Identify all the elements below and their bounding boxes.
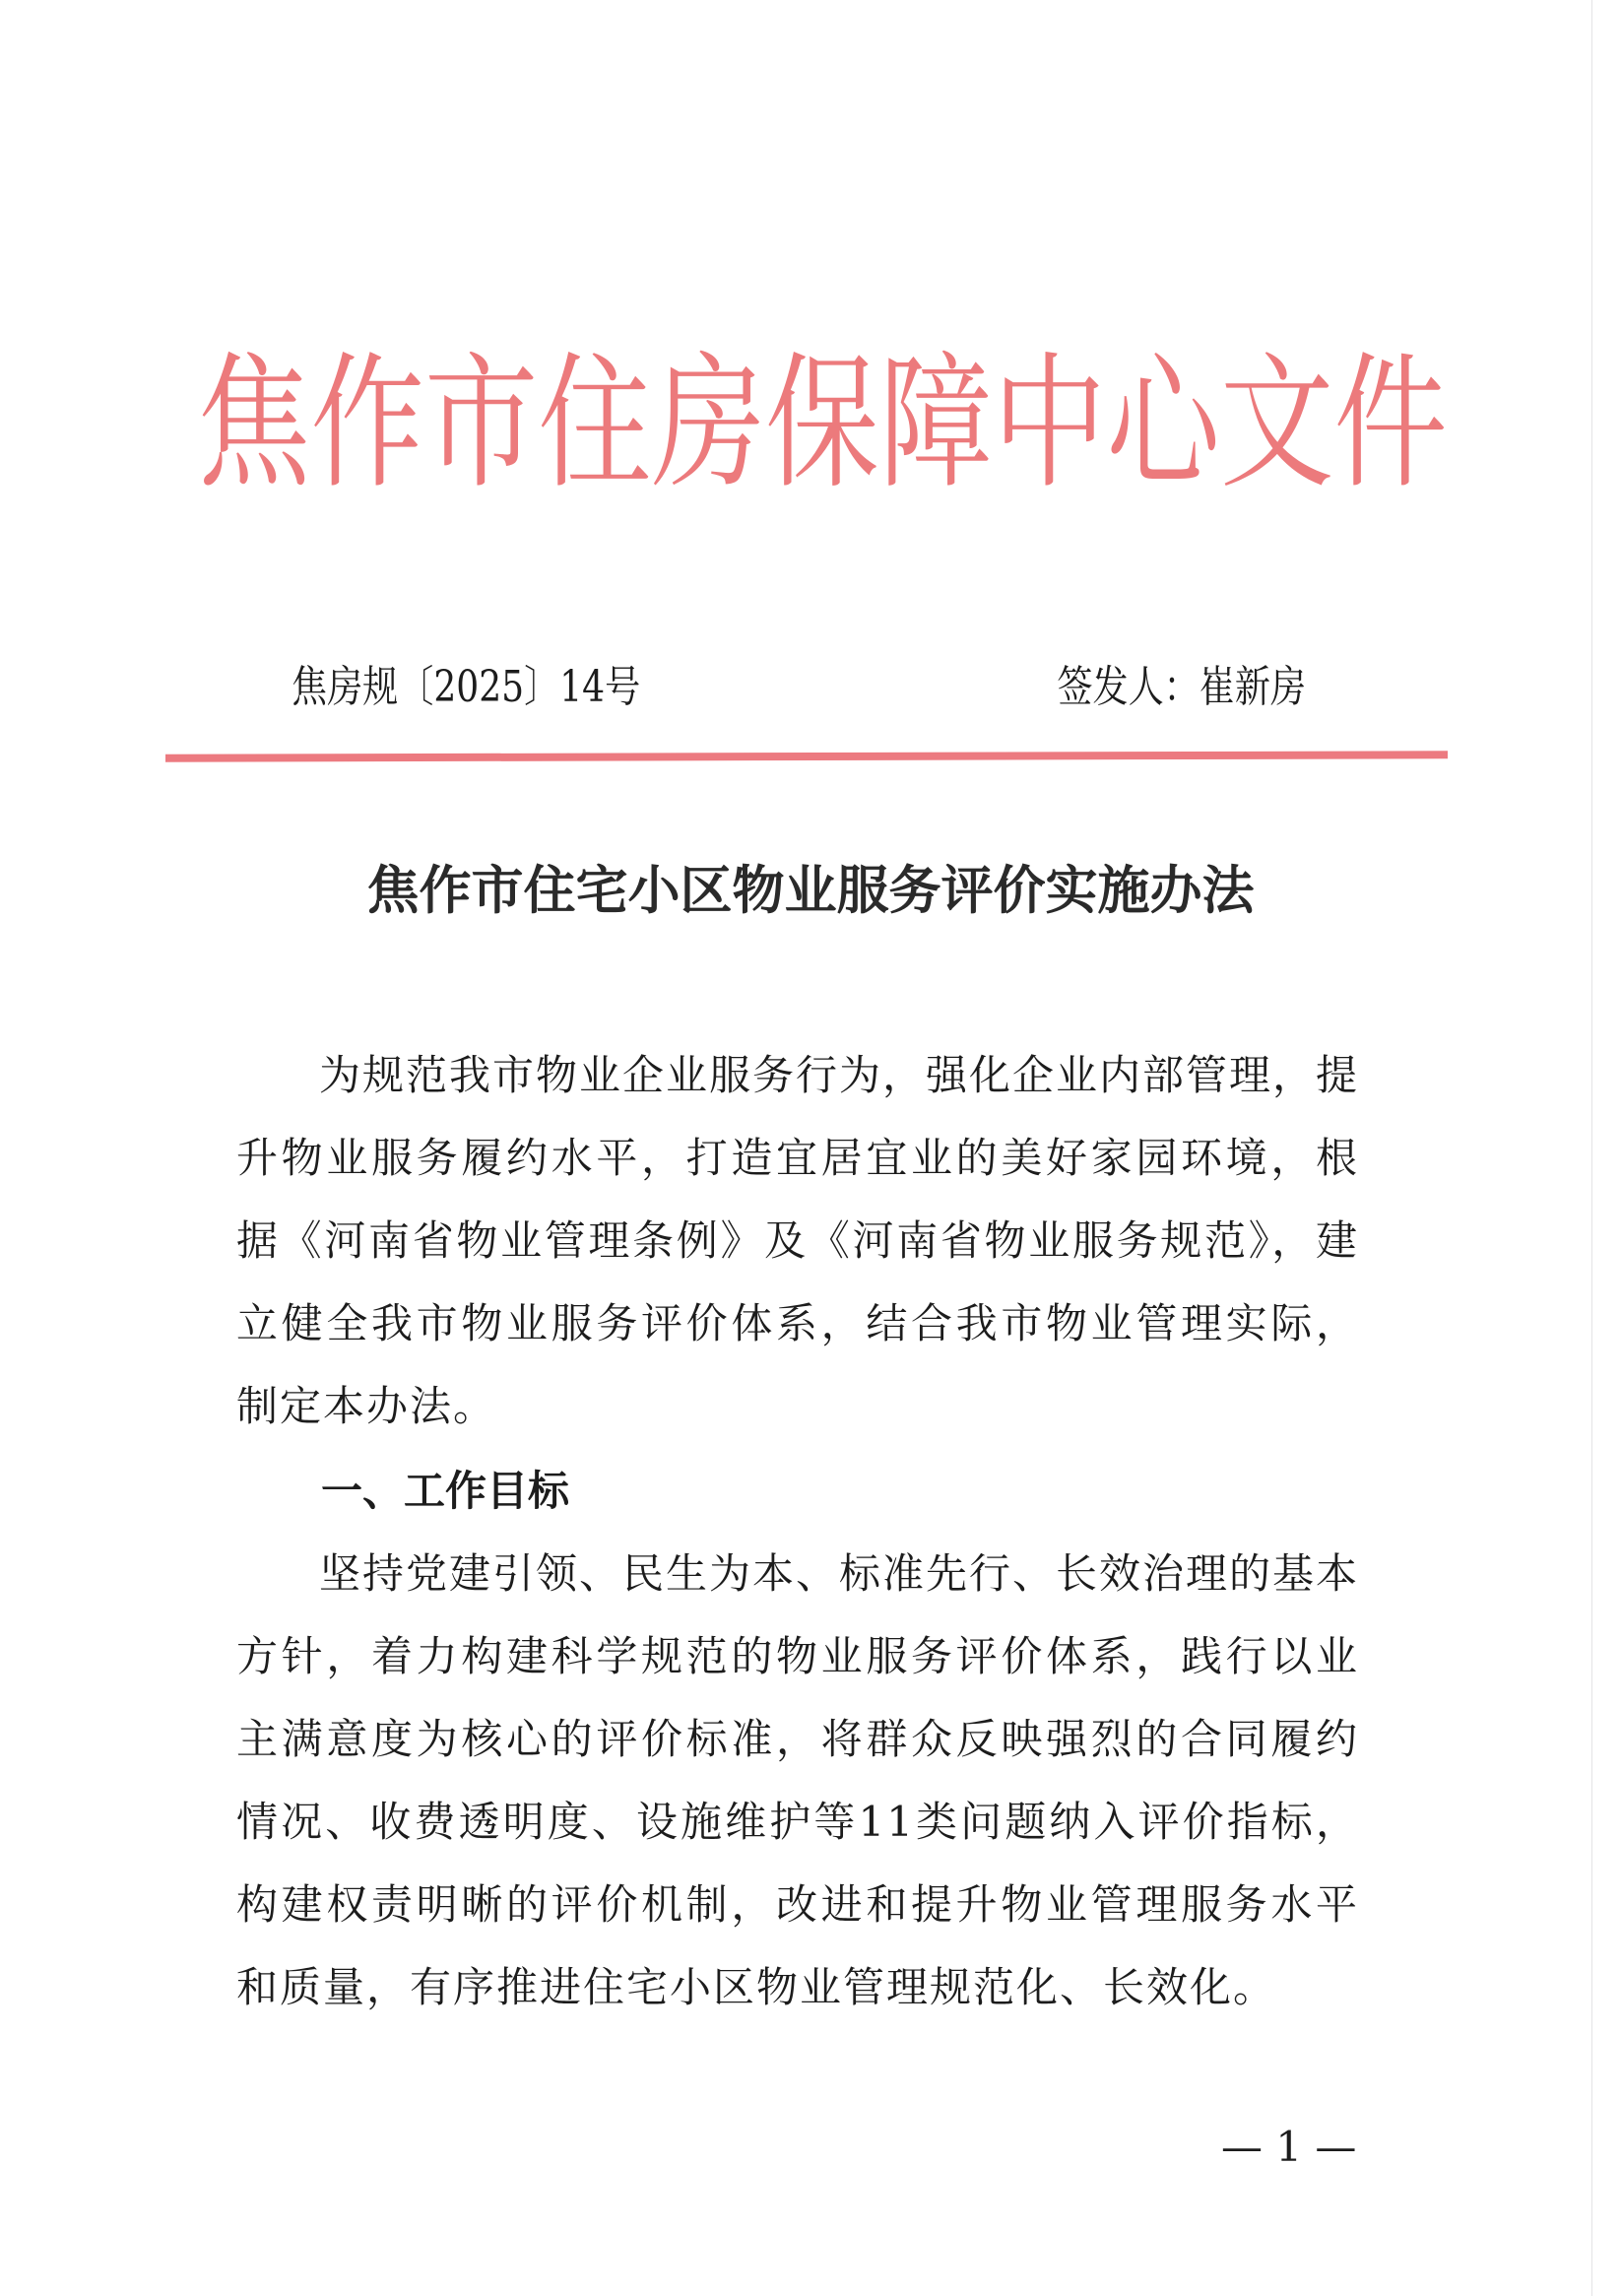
page-edge-line [1591, 0, 1592, 2296]
masthead-char: 市 [423, 339, 539, 508]
masthead-char: 障 [878, 339, 994, 508]
masthead-char: 作 [310, 339, 424, 508]
masthead-char: 文 [1219, 339, 1334, 508]
document-title: 焦作市住宅小区物业服务评价实施办法 [366, 861, 1255, 921]
masthead-char: 件 [1333, 339, 1448, 508]
document-number: 焦房规〔2025〕14号 [292, 662, 641, 712]
section-paragraph-work-goals: 坚持党建引领、民生为本、标准先行、长效治理的基本方针，着力构建科学规范的物业服务评价体系，践行以业主满意度为核心的评价标准，将群众反映强烈的合同履约情况、收费透明度、设施维护等11类问题纳入评价指标，构建权责明晰的评价机制，改进和提升物业管理服务水平和质量，有序推进住宅小区物业管理规范化、长效化。 [236, 1549, 1360, 2011]
masthead-char: 保 [765, 339, 879, 508]
red-divider-rule [165, 751, 1448, 761]
masthead-char: 焦 [197, 339, 311, 508]
intro-paragraph: 为规范我市物业企业服务行为，强化企业内部管理，提升物业服务履约水平，打造宜居宜业的美好家园环境，根据《河南省物业管理条例》及《河南省物业服务规范》，建立健全我市物业服务评价体系，结合我市物业管理实际，制定本办法。 [236, 1051, 1360, 1430]
page-number: — 1 — [1221, 2123, 1357, 2171]
masthead-char: 心 [1106, 339, 1220, 508]
masthead-char: 中 [993, 339, 1107, 508]
masthead-char: 住 [538, 339, 652, 508]
signer: 签发人：崔新房 [1057, 662, 1306, 712]
masthead-char: 房 [651, 339, 766, 508]
document-meta-row [292, 658, 1306, 717]
masthead-title [197, 325, 1448, 522]
section-heading-work-goals: 一、工作目标 [321, 1467, 570, 1515]
